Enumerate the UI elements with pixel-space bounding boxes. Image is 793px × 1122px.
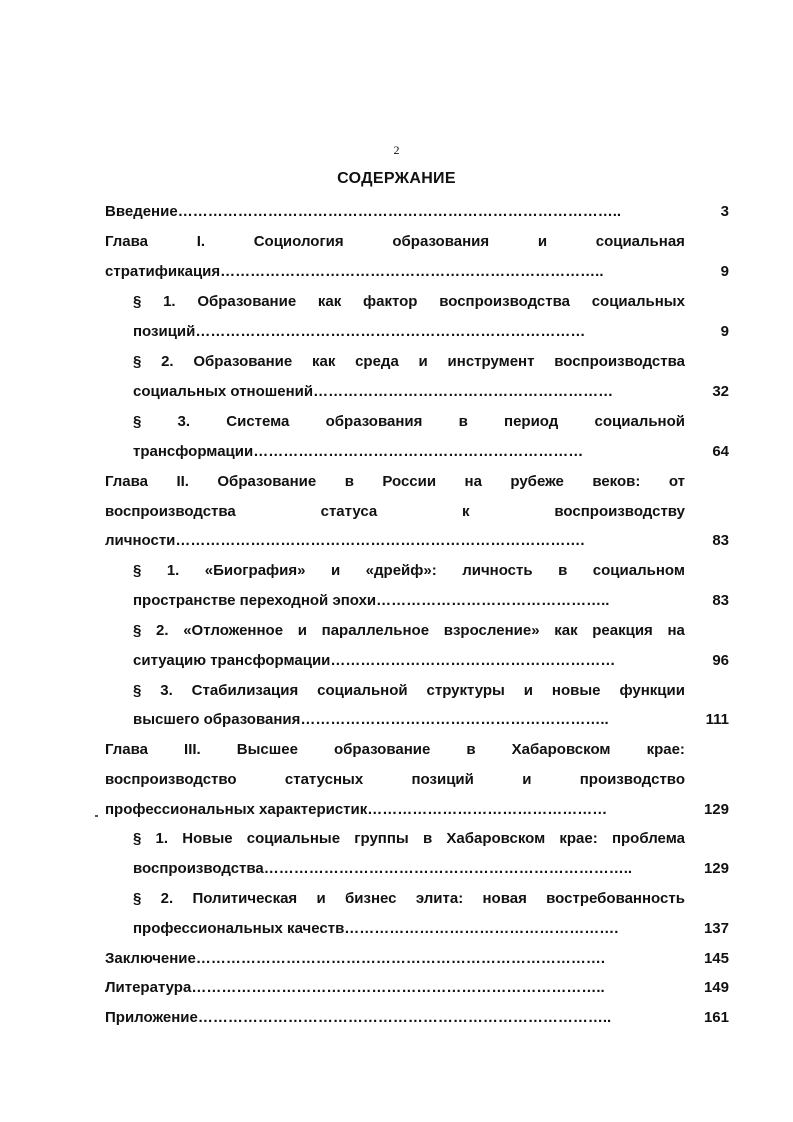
toc-entry[interactable]	[133, 443, 686, 461]
toc-word: структуры	[426, 682, 505, 699]
toc-word: Образование	[217, 473, 317, 490]
toc-word: на	[667, 622, 685, 639]
toc-word: проблема	[611, 830, 685, 847]
toc-word: период	[504, 413, 559, 430]
toc-title: СОДЕРЖАНИЕ	[337, 170, 456, 187]
toc-word: веков:	[592, 473, 641, 490]
dot-leader: ………………………………………..	[376, 592, 610, 609]
toc-word: к	[462, 503, 470, 520]
toc-entry-label: стратификация	[105, 263, 221, 280]
dot-leader: …………………………………………………………………..	[220, 263, 604, 280]
toc-entry[interactable]	[133, 592, 686, 610]
toc-word: образование	[333, 741, 431, 758]
toc-entry-line	[105, 473, 685, 491]
toc-entry-line	[133, 682, 685, 700]
toc-word: §	[133, 890, 142, 907]
toc-word: элита:	[415, 890, 464, 907]
toc-word: Хабаровском	[446, 830, 546, 847]
toc-word: Высшее	[236, 741, 298, 758]
toc-entry-label: Введение	[105, 203, 178, 220]
toc-word: образования	[325, 413, 423, 430]
toc-word: 3.	[160, 682, 173, 699]
toc-word: 1.	[155, 830, 169, 847]
toc-entry-label: ситуацию трансформации	[133, 652, 331, 669]
dot-leader: ……………………………………………………..	[300, 711, 609, 728]
toc-word: Политическая	[192, 890, 298, 907]
toc-word: §	[133, 830, 142, 847]
toc-page-number[interactable]: 32	[712, 383, 729, 400]
dot-leader: ……………………………………………………………………	[195, 323, 586, 340]
toc-page-number[interactable]: 9	[720, 263, 729, 280]
toc-word: и	[418, 353, 428, 370]
toc-word: крае:	[646, 741, 685, 758]
toc-entry[interactable]	[133, 383, 686, 401]
toc-entry-label: Заключение	[105, 950, 196, 967]
toc-word: Глава	[105, 741, 148, 758]
toc-entry-label: социальных отношений	[133, 383, 314, 400]
dot-leader: ………………………………………………………………………..	[197, 1009, 612, 1026]
toc-word: воспроизводству	[554, 503, 685, 520]
toc-word: социальная	[595, 233, 685, 250]
toc-word: России	[382, 473, 437, 490]
dot-leader: …………………………………………………	[330, 652, 616, 669]
toc-word: и	[330, 562, 341, 579]
toc-word: Хабаровском	[511, 741, 611, 758]
toc-word: «дрейф»:	[365, 562, 437, 579]
toc-page-number[interactable]: 9	[720, 323, 729, 340]
toc-word: §	[133, 622, 142, 639]
toc-word: 1.	[166, 562, 180, 579]
toc-word: и	[297, 622, 307, 639]
toc-word: рубеже	[510, 473, 564, 490]
toc-word: социальной	[594, 413, 685, 430]
toc-word: взросление»	[443, 622, 540, 639]
toc-entry[interactable]	[105, 1009, 686, 1027]
toc-word: инструмент	[447, 353, 535, 370]
toc-entry-line	[105, 233, 685, 251]
toc-entry[interactable]	[105, 950, 686, 968]
toc-word: 1.	[163, 293, 176, 310]
toc-entry[interactable]	[105, 203, 686, 221]
dot-leader: …………………………………………………………	[253, 443, 584, 460]
toc-entry[interactable]	[105, 532, 686, 550]
toc-word: личность	[462, 562, 533, 579]
toc-page-number[interactable]: 129	[703, 801, 729, 818]
toc-entry-line	[133, 562, 685, 580]
toc-entry[interactable]	[133, 652, 686, 670]
toc-word: Система	[226, 413, 290, 430]
dot-leader: ……………………………………………………………………….	[175, 532, 585, 549]
toc-word: воспроизводство	[105, 771, 237, 788]
toc-word: как	[311, 353, 336, 370]
toc-word: функции	[619, 682, 685, 699]
toc-page-number[interactable]: 149	[703, 979, 729, 996]
toc-word: как	[554, 622, 578, 639]
toc-page-number[interactable]: 83	[712, 532, 729, 549]
toc-page-number[interactable]: 83	[712, 592, 729, 609]
toc-word: социальных	[591, 293, 685, 310]
toc-entry[interactable]	[105, 263, 686, 281]
toc-word: воспроизводства	[105, 503, 236, 520]
toc-page-number[interactable]: 137	[703, 920, 729, 937]
dot-leader: ………………………………………………………………………..	[191, 979, 605, 996]
toc-entry-label: Приложение	[105, 1009, 198, 1026]
toc-entry-line	[133, 413, 685, 431]
toc-word: Глава	[105, 473, 148, 490]
toc-word: в	[558, 562, 568, 579]
toc-word: §	[133, 293, 142, 310]
toc-word: §	[133, 413, 142, 430]
dot-leader: ……………………………………………………………………………..	[177, 203, 622, 220]
toc-entry-line	[133, 830, 685, 848]
toc-word: 3.	[177, 413, 191, 430]
toc-word: и	[522, 771, 532, 788]
toc-entry-label: воспроизводства	[133, 860, 264, 877]
toc-entry[interactable]	[105, 979, 686, 997]
toc-word: Социология	[253, 233, 344, 250]
toc-word: III.	[184, 741, 201, 758]
toc-word: §	[133, 353, 142, 370]
dot-leader: ……………………………………………….	[344, 920, 619, 937]
toc-word: фактор	[363, 293, 418, 310]
toc-entry-label: Литература	[105, 979, 192, 996]
dot-leader: …………………………………………	[367, 801, 608, 818]
toc-word: востребованность	[546, 890, 685, 907]
toc-word: 2.	[156, 622, 169, 639]
page-number: 2	[393, 143, 400, 157]
toc-word: «Биография»	[204, 562, 306, 579]
toc-entry-line	[105, 741, 685, 759]
toc-entry[interactable]	[133, 323, 686, 341]
toc-page-number[interactable]: 64	[712, 443, 729, 460]
toc-word: и	[537, 233, 548, 250]
toc-word: от	[668, 473, 685, 490]
toc-word: 2.	[161, 353, 174, 370]
toc-word: «Отложенное	[183, 622, 284, 639]
toc-word: реакция	[592, 622, 653, 639]
dot-leader: ……………………………………………………………………….	[195, 950, 606, 967]
toc-entry[interactable]	[133, 860, 686, 878]
toc-word: среда	[355, 353, 399, 370]
toc-entry-label: трансформации	[133, 443, 254, 460]
toc-entry-label: профессиональных характеристик	[105, 801, 368, 818]
toc-entry-label: личности	[105, 532, 176, 549]
toc-word: статусных	[284, 771, 364, 788]
toc-word: новые	[551, 682, 601, 699]
toc-word: социальные	[246, 830, 341, 847]
toc-word: 2.	[160, 890, 174, 907]
toc-word: статуса	[320, 503, 378, 520]
toc-word: Образование	[193, 353, 293, 370]
toc-entry-line	[133, 293, 685, 311]
toc-page-number[interactable]: 96	[712, 652, 729, 669]
toc-word: на	[464, 473, 482, 490]
toc-word: Глава	[105, 233, 148, 250]
toc-word: крае:	[559, 830, 598, 847]
toc-entry-line	[105, 503, 685, 521]
toc-word: I.	[196, 233, 206, 250]
toc-entry-line	[105, 771, 685, 789]
toc-word: производство	[579, 771, 685, 788]
toc-word: социальной	[317, 682, 408, 699]
toc-page-number[interactable]: 129	[703, 860, 729, 877]
toc-word: Образование	[197, 293, 297, 310]
toc-word: в	[422, 830, 433, 847]
toc-word: II.	[176, 473, 189, 490]
toc-word: воспроизводства	[439, 293, 570, 310]
toc-page-number[interactable]: 145	[703, 950, 729, 967]
toc-word: в	[458, 413, 468, 430]
toc-entry[interactable]	[133, 711, 686, 729]
toc-word: параллельное	[321, 622, 430, 639]
toc-entry-line	[133, 353, 685, 371]
toc-word: группы	[354, 830, 409, 847]
toc-page-number[interactable]: 3	[720, 203, 729, 220]
toc-word: Новые	[182, 830, 233, 847]
toc-word: позиций	[411, 771, 474, 788]
toc-word: бизнес	[345, 890, 397, 907]
toc-word: §	[133, 682, 142, 699]
toc-entry-line	[133, 622, 685, 640]
dot-leader: ………………………………………………………………..	[263, 860, 633, 877]
toc-word: как	[317, 293, 342, 310]
toc-entry-label: профессиональных качеств	[133, 920, 345, 937]
toc-word: и	[523, 682, 534, 699]
toc-word: воспроизводства	[554, 353, 685, 370]
toc-entry-label: высшего образования	[133, 711, 301, 728]
toc-word: в	[466, 741, 476, 758]
toc-page-number[interactable]: 161	[703, 1009, 729, 1026]
toc-entry[interactable]	[105, 801, 686, 819]
toc-word: в	[344, 473, 354, 490]
toc-word: и	[316, 890, 326, 907]
toc-word: социальном	[592, 562, 685, 579]
toc-entry-line	[133, 890, 685, 908]
dot-leader: ……………………………………………………	[313, 383, 614, 400]
toc-word: Стабилизация	[191, 682, 299, 699]
toc-word: §	[133, 562, 142, 579]
toc-entry-label: пространстве переходной эпохи	[133, 592, 377, 609]
scan-artifact	[95, 815, 98, 817]
toc-entry[interactable]	[133, 920, 686, 938]
toc-word: новая	[482, 890, 527, 907]
toc-entry-label: позиций	[133, 323, 196, 340]
toc-page-number[interactable]: 111	[705, 711, 729, 728]
toc-word: образования	[392, 233, 490, 250]
